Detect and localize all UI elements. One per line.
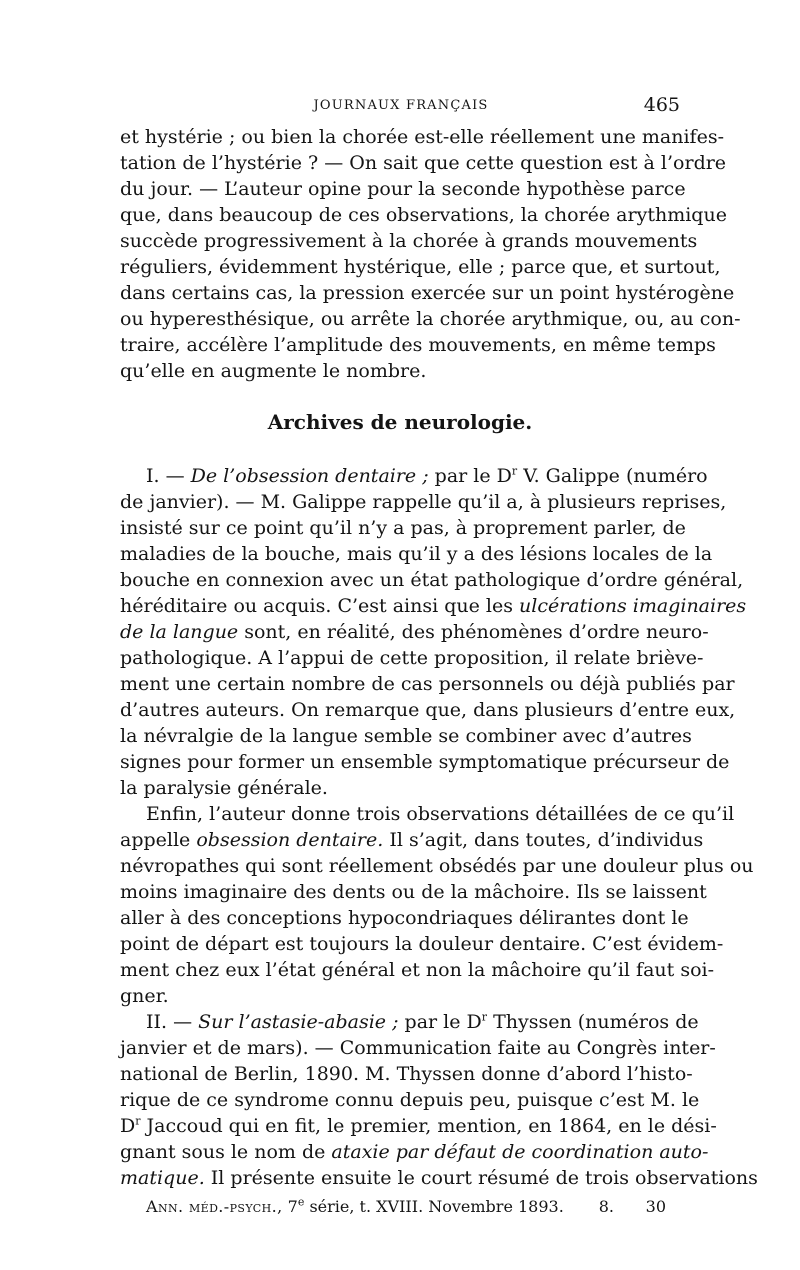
text-line: de la langue sont, en réalité, des phénomènes d’ordre neuro- (120, 621, 709, 643)
text-line: gnant sous le nom de ataxie par défaut de coordination auto- (120, 1141, 709, 1163)
italic-term: ulcérations imaginaires (519, 595, 747, 617)
signature-mark: 8. (598, 1197, 614, 1216)
text-line: $D^r$ Jaccoud qui en fit, le premier, mention, en 1864, en le dési- (120, 1114, 717, 1137)
text-line: du jour. — L’auteur opine pour la seconde hypothèse parce (120, 178, 686, 200)
text-line: de janvier). — M. Galippe rappelle qu’il a, à plusieurs reprises, (120, 491, 727, 513)
text-line: la paralysie générale. (120, 777, 328, 799)
text-line: Enfin, l’auteur donne trois observations détaillées de ce qu’il (146, 803, 735, 825)
text-line: pathologique. A l’appui de cette proposition, il relate briève- (120, 647, 704, 669)
text-line: moins imaginaire des dents ou de la mâchoire. Ils se laissent (120, 881, 707, 903)
text-line: matique. Il présente ensuite le court résumé de trois observations (120, 1167, 758, 1189)
text-line: héréditaire ou acquis. C’est ainsi que les ulcérations imaginaires (120, 595, 747, 617)
footer-details: série, t. XVIII. Novembre 1893. (309, 1197, 564, 1216)
text-line: tation de l’hystérie ? — On sait que cette question est à l’ordre (120, 152, 727, 174)
text-line: janvier et de mars). — Communication faite au Congrès inter- (120, 1037, 716, 1059)
text-line: gner. (120, 985, 169, 1007)
text-line: point de départ est toujours la douleur dentaire. C’est évidem- (120, 933, 724, 955)
section-first-line (146, 1009, 699, 1035)
text-line: maladies de la bouche, mais qu’il y a des lésions locales de la (120, 543, 713, 565)
text-line: ment une certain nombre de cas personnels ou déjà publiés par (120, 673, 735, 695)
byline: par le D (404, 1011, 482, 1033)
byline-sup: r (511, 464, 518, 478)
footer-journal: Ann. méd.-psych., (146, 1197, 283, 1216)
text-line: ment chez eux l’état général et non la mâchoire qu’il faut soi- (120, 959, 715, 981)
text-line: qu’elle en augmente le nombre. (120, 360, 427, 382)
section-first-line (146, 463, 708, 489)
page-footer: Ann. méd.-psych., 7e série, t. XVIII. Novembre 1893. 8. 30 (146, 1195, 666, 1216)
article-title: De l’obsession dentaire ; (190, 465, 429, 487)
text-line: réguliers, évidemment hystérique, elle ; parce que, et surtout, (120, 256, 721, 278)
text-line: insisté sur ce point qu’il n’y a pas, à proprement parler, de (120, 517, 686, 539)
text-line: d’autres auteurs. On remarque que, dans plusieurs d’entre eux, (120, 699, 736, 721)
text-line: signes pour former un ensemble symptomatique précurseur de (120, 751, 730, 773)
footer-series: 7 (287, 1197, 298, 1216)
text-line: appelle obsession dentaire. Il s’agit, dans toutes, d’individus (120, 829, 704, 851)
text-line: rique de ce syndrome connu depuis peu, puisque c’est M. le (120, 1089, 700, 1111)
text-line: dans certains cas, la pression exercée sur un point hystérogène (120, 282, 735, 304)
text-line: aller à des conceptions hypocondriaques délirantes dont le (120, 907, 689, 929)
text-line: que, dans beaucoup de ces observations, la chorée arythmique (120, 204, 727, 226)
running-head: JOURNAUX FRANÇAIS (313, 98, 489, 113)
text-line: et hystérie ; ou bien la chorée est-elle réellement une manifes- (120, 126, 724, 148)
text-line: bouche en connexion avec un état pathologique d’ordre général, (120, 569, 744, 591)
section-heading: Archives de neurologie. (267, 410, 533, 434)
byline-rest: V. Galippe (numéro (523, 465, 708, 487)
italic-term: obsession dentaire. (196, 829, 384, 851)
text-line: traire, accélère l’amplitude des mouvements, en même temps (120, 334, 716, 356)
text-line: succède progressivement à la chorée à grands mouvements (120, 230, 698, 252)
section-numeral: II. — (146, 1011, 193, 1033)
text-line: névropathes qui sont réellement obsédés par une douleur plus ou (120, 855, 754, 877)
section-numeral: I. — (146, 465, 185, 487)
byline-sup: r (481, 1010, 488, 1024)
italic-term: de la langue (120, 621, 239, 643)
text-line: ou hyperesthésique, ou arrête la chorée arythmique, ou, au con- (120, 308, 741, 330)
byline: par le D (434, 465, 512, 487)
text-line: la névralgie de la langue semble se combiner avec d’autres (120, 725, 692, 747)
byline-rest: Thyssen (numéros de (493, 1011, 699, 1033)
italic-term: matique. (120, 1167, 205, 1189)
sheet-number: 30 (645, 1197, 666, 1216)
italic-term: ataxie par défaut de coordination auto- (331, 1141, 709, 1163)
article-title: Sur l’astasie-abasie ; (198, 1011, 399, 1033)
page-number: 465 (643, 94, 680, 116)
text-line: national de Berlin, 1890. M. Thyssen donne d’abord l’histo- (120, 1063, 693, 1085)
